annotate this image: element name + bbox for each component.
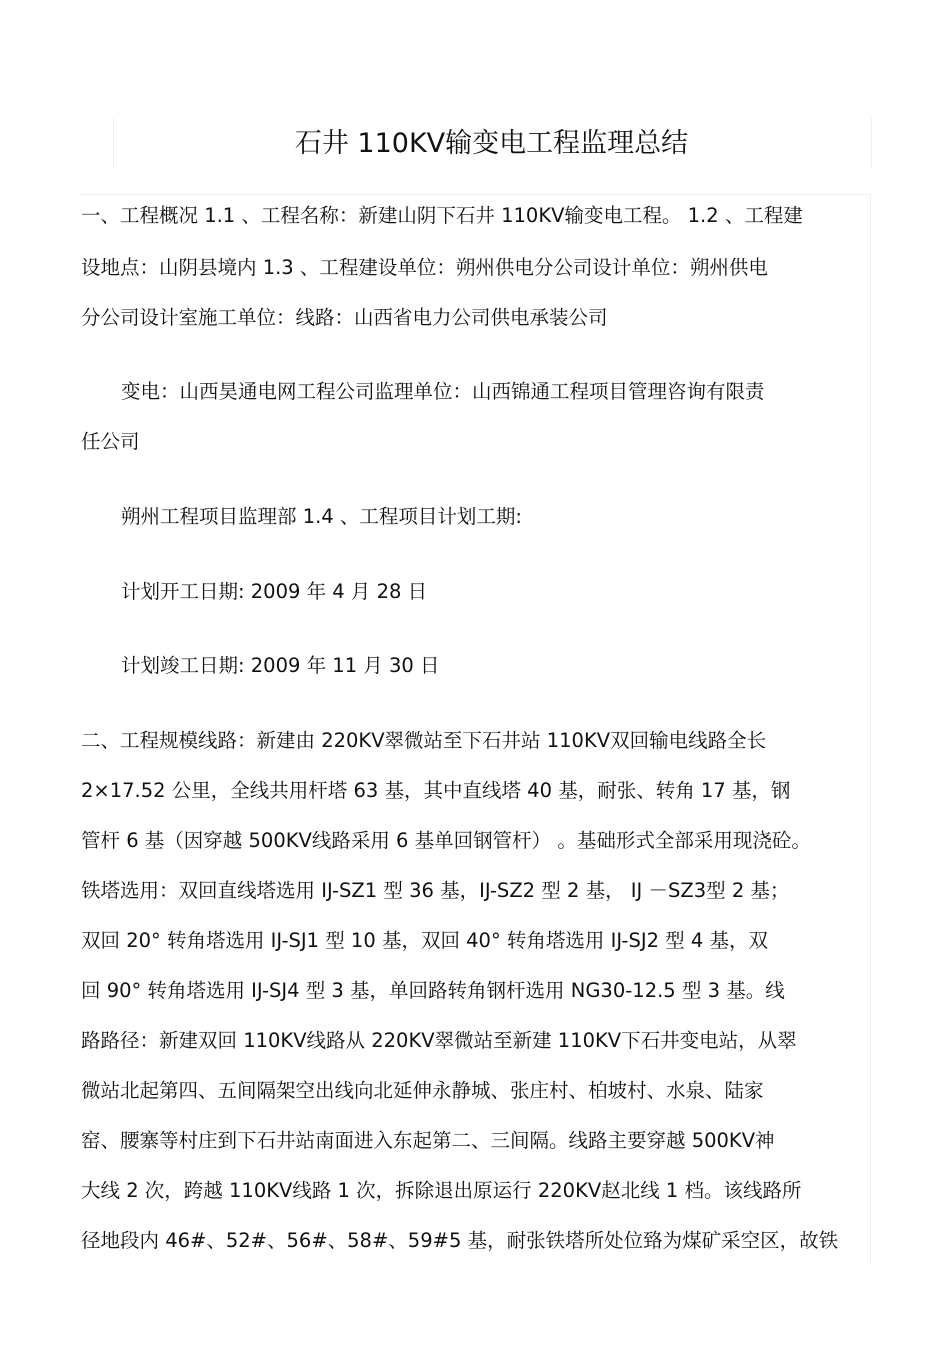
paragraph-line: 大线 2 次，跨越 110KV线路 1 次，拆除退出原运行 220KV赵北线 1 档。该线路所: [81, 1179, 802, 1202]
paragraph-line: 二、工程规模线路：新建由 220KV翠微站至下石井站 110KV双回输电线路全长: [81, 729, 767, 752]
paragraph-line: 变电：山西昊通电网工程公司监理单位：山西锦通工程项目管理咨询有限责: [121, 380, 765, 403]
paragraph-line: 铁塔选用：双回直线塔选用 IJ-SZ1 型 36 基，IJ-SZ2 型 2 基， IJ －SZ3型 2 基；: [81, 879, 790, 902]
page-title: 石井 110KV输变电工程监理总结: [294, 128, 689, 159]
paragraph-line: 微站北起第四、五间隔架空出线向北延伸永静城、张庄村、柏坡村、水泉、陆家: [81, 1079, 764, 1102]
paragraph-line: 窑、腰寨等村庄到下石井站南面进入东起第二、三间隔。线路主要穿越 500KV神: [81, 1129, 775, 1152]
paragraph-line: 一、工程概况 1.1 、工程名称：新建山阴下石井 110KV输变电工程。 1.2 、工程建: [81, 204, 803, 227]
paragraph-line: 朔州工程项目监理部 1.4 、工程项目计划工期:: [121, 505, 522, 528]
paragraph-line: 分公司设计室施工单位：线路：山西省电力公司供电承装公司: [81, 306, 608, 329]
paragraph-line: 任公司: [81, 430, 140, 453]
paragraph-line: 计划开工日期: 2009 年 4 月 28 日: [121, 580, 428, 603]
paragraph-line: 设地点：山阴县境内 1.3 、工程建设单位：朔州供电分公司设计单位：朔州供电: [81, 256, 768, 279]
paragraph-line: 路路径：新建双回 110KV线路从 220KV翠微站至新建 110KV下石井变电站，从翠: [81, 1029, 797, 1052]
paragraph-line: 2×17.52 公里，全线共用杆塔 63 基，其中直线塔 40 基，耐张、转角 17 基，钢: [81, 779, 791, 802]
paragraph-line: 计划竣工日期: 2009 年 11 月 30 日: [121, 654, 440, 677]
paragraph-line: 双回 20° 转角塔选用 IJ-SJ1 型 10 基，双回 40° 转角塔选用 IJ-SJ2 型 4 基，双: [81, 929, 768, 952]
paragraph-line: 径地段内 46#、52#、56#、58#、59#5 基，耐张铁塔所处位臵为煤矿采空区，故铁: [81, 1229, 839, 1252]
paragraph-line: 回 90° 转角塔选用 IJ-SJ4 型 3 基，单回路转角钢杆选用 NG30-12.5 型 3 基。线: [81, 979, 785, 1002]
paragraph-line: 管杆 6 基（因穿越 500KV线路采用 6 基单回钢管杆） 。基础形式全部采用现浇砼。: [81, 829, 811, 852]
